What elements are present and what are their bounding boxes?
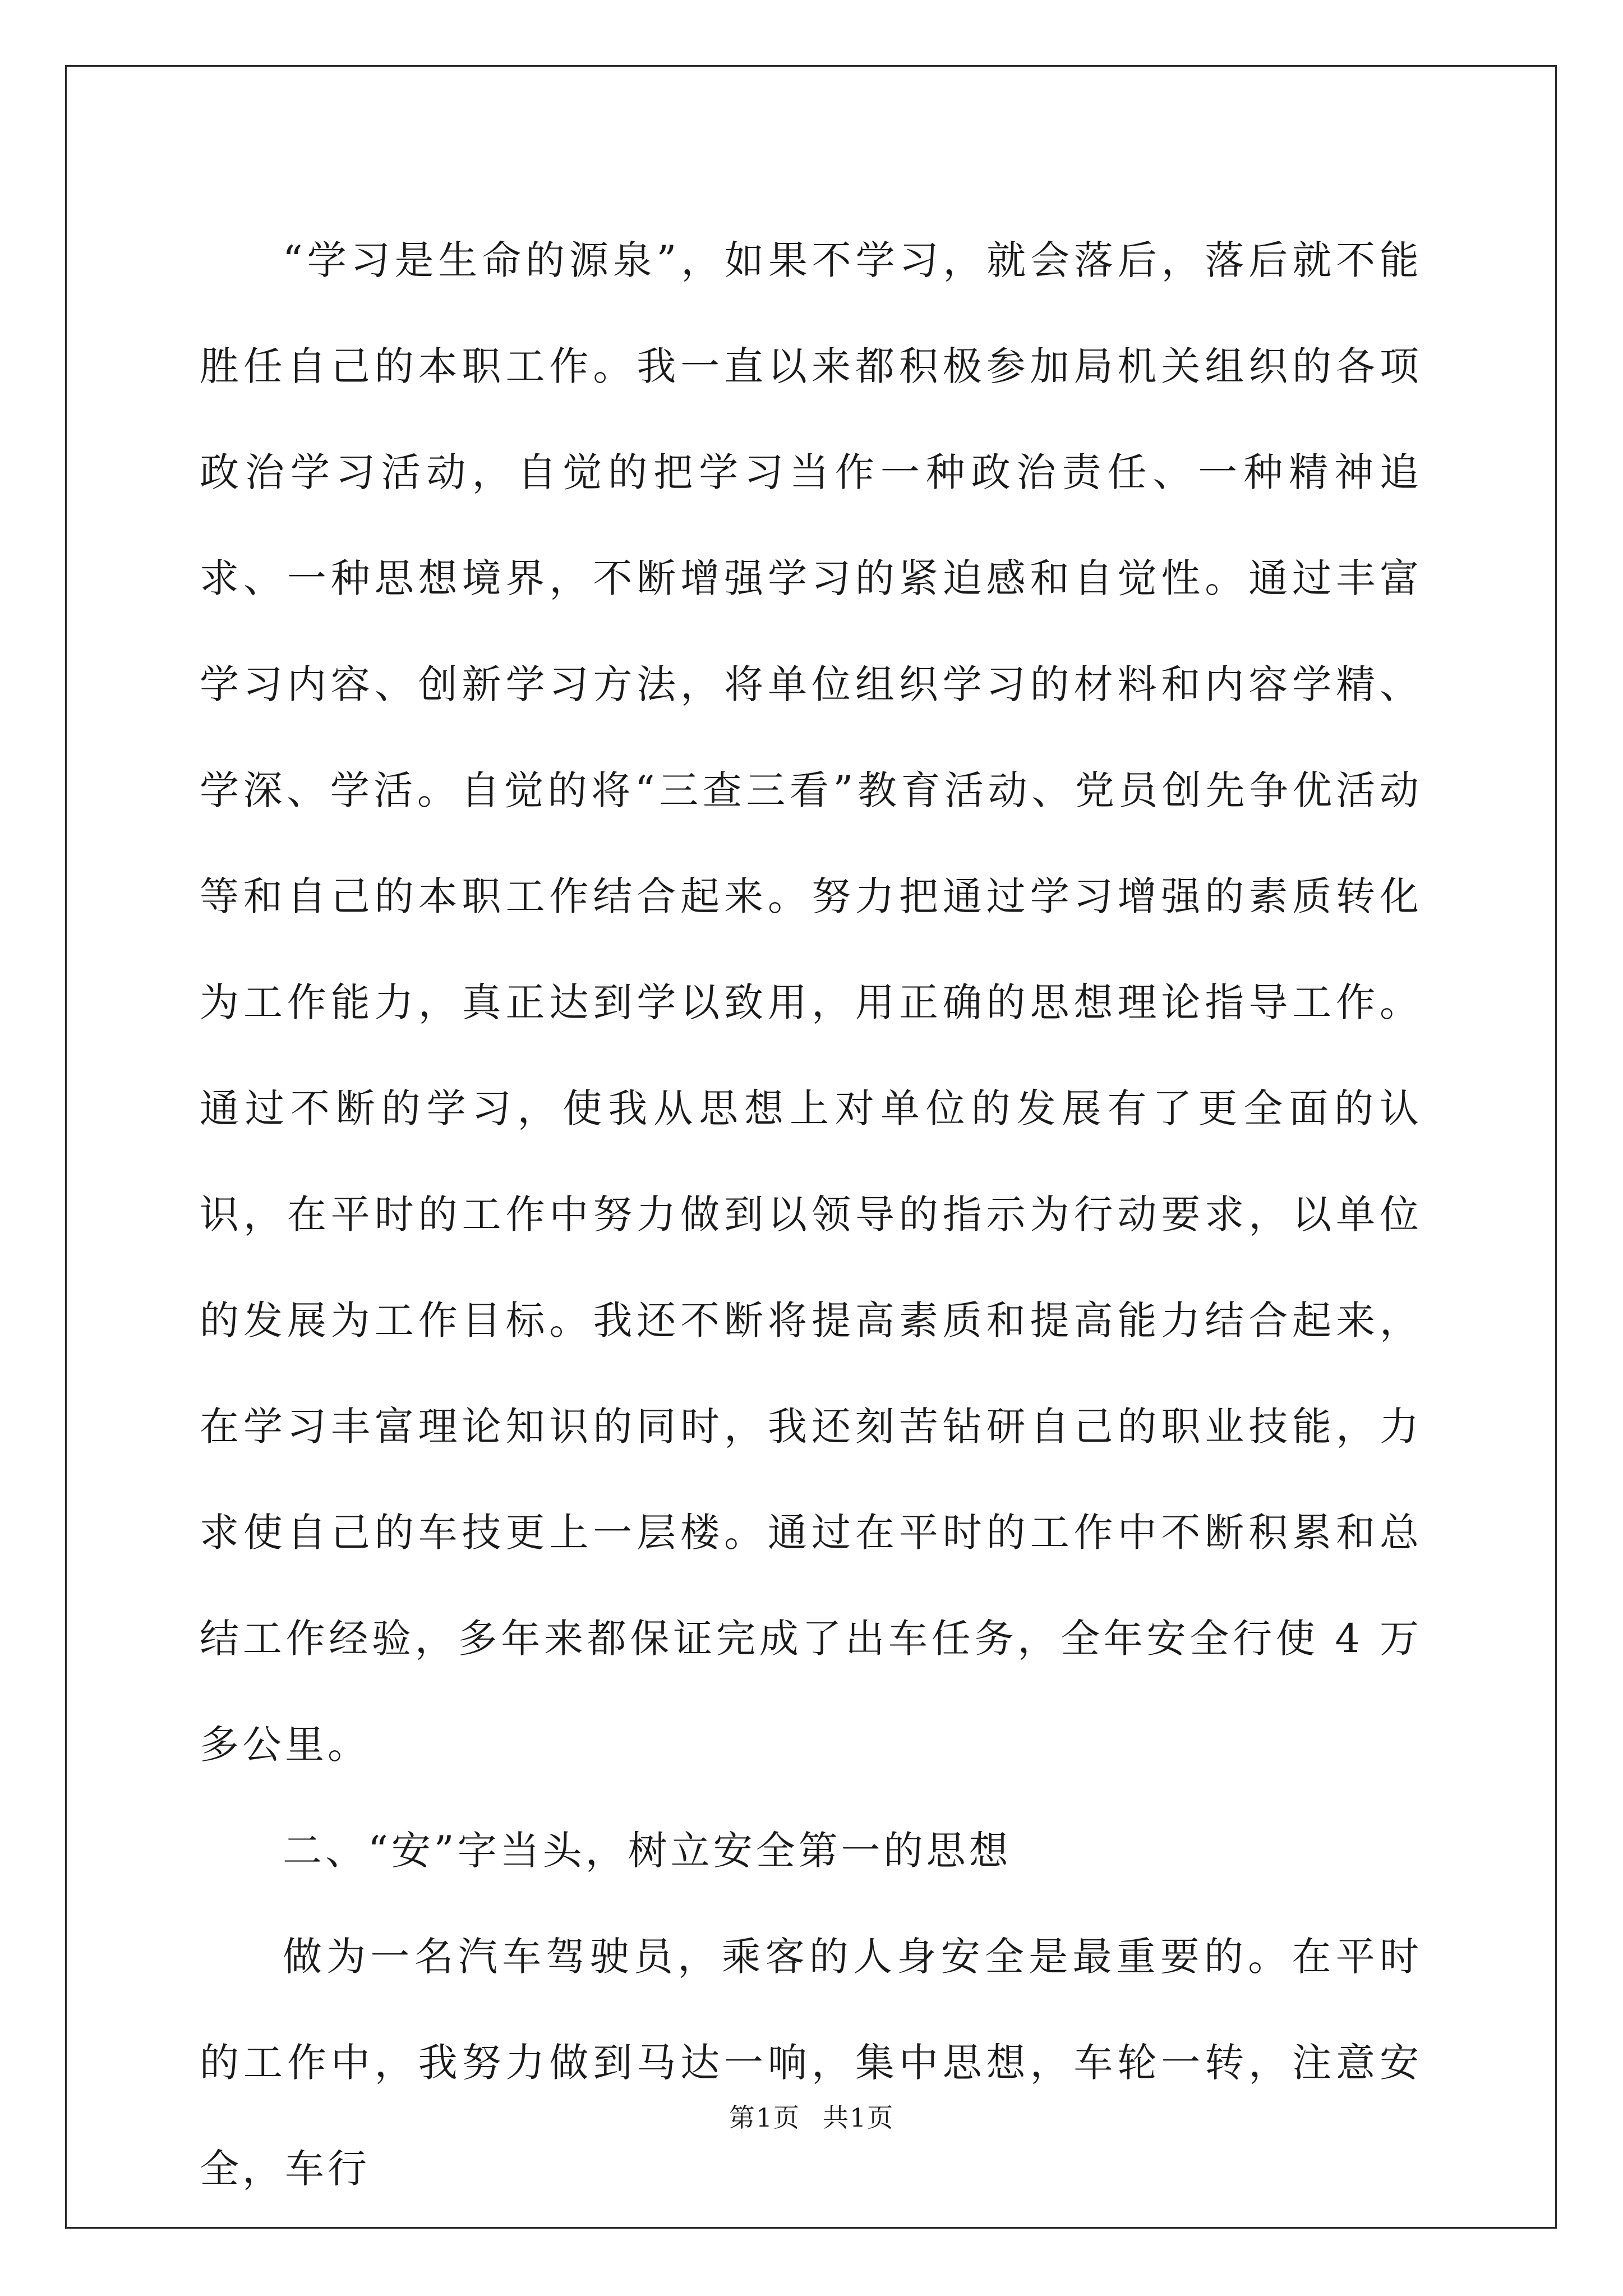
- section-heading-safety: 二、“安”字当头，树立安全第一的思想: [283, 1828, 1012, 1874]
- page-number-current: 第1页: [728, 2102, 800, 2133]
- page-number-total: 共1页: [823, 2102, 895, 2133]
- paragraph-safety: 做为一名汽车驾驶员，乘客的人身安全是最重要的。在平时的工作中，我努力做到马达一响，集中思想，车轮一转，注意安全，车行: [200, 1934, 1422, 2192]
- document-body: [200, 208, 1422, 2222]
- page-footer: [0, 2101, 1623, 2134]
- paragraph-study: “学习是生命的源泉”，如果不学习，就会落后，落后就不能胜任自己的本职工作。我一直以来都积极参加局机关组织的各项政治学习活动，自觉的把学习当作一种政治责任、一种精神追求、一种思想境界，不断增强学习的紧迫感和自觉性。通过丰富学习内容、创新学习方法，将单位组织学习的材料和内容学精、学深、学活。自觉的将“三查三看”教育活动、党员创先争优活动等和自己的本职工作结合起来。努力把通过学习增强的素质转化为工作能力，真正达到学以致用，用正确的思想理论指导工作。通过不断的学习，使我从思想上对单位的发展有了更全面的认识，在平时的工作中努力做到以领导的指示为行动要求，以单位的发展为工作目标。我还不断将提高素质和提高能力结合起来，在学习丰富理论知识的同时，我还刻苦钻研自己的职业技能，力求使自己的车技更上一层楼。通过在平时的工作中不断积累和总结工作经验，多年来都保证完成了出车任务，全年安全行使 4 万多公里。: [200, 237, 1422, 1768]
